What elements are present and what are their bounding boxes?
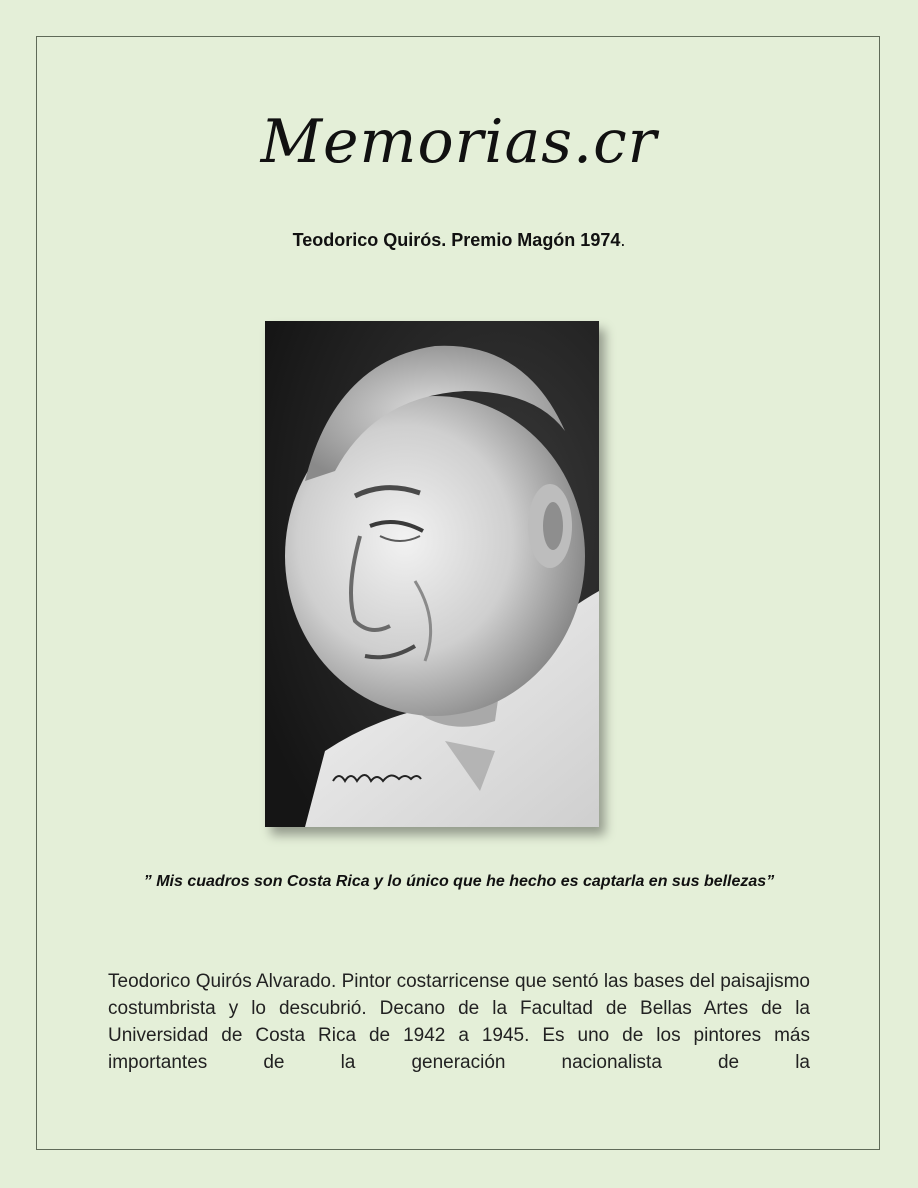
article-title-suffix: .: [620, 230, 626, 250]
portrait-photo: [265, 321, 599, 827]
biography-paragraph: Teodorico Quirós Alvarado. Pintor costarricense que sentó las bases del paisajismo costumbrista y lo descubrió. Decano de la Facultad de Bellas Artes de la Universidad de Costa Rica de 1942 a 1945. Es uno de los pintores más importantes de la generación nacionalista de la: [108, 971, 810, 1073]
brand-logo-text: Memorias.cr: [260, 107, 658, 177]
article-title-bold: Teodorico Quirós. Premio Magón 1974: [292, 230, 621, 250]
portrait-illustration: [265, 321, 599, 827]
article-title: [0, 230, 918, 251]
quote-text: ” Mis cuadros son Costa Rica y lo único que he hecho es captarla en sus bellezas”: [143, 873, 775, 890]
